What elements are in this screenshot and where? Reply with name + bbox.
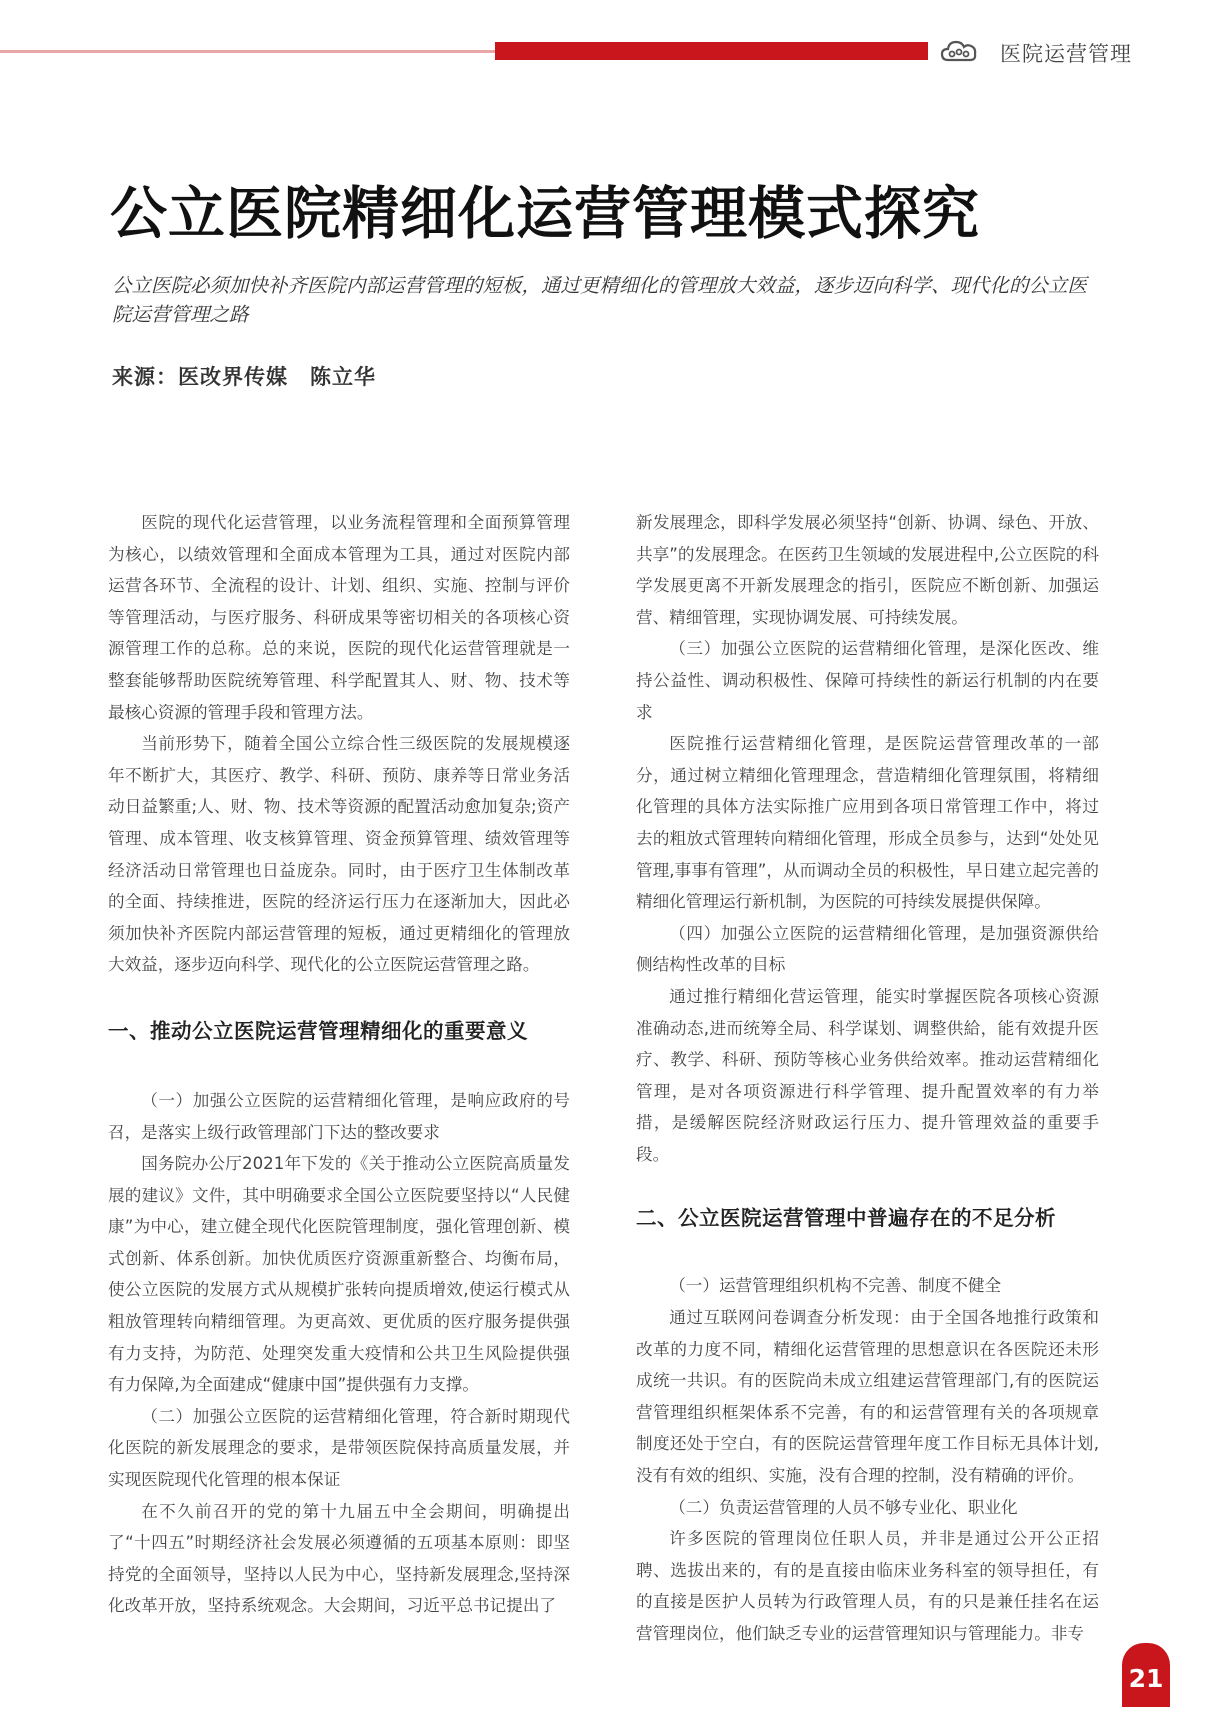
paragraph: 许多医院的管理岗位任职人员，并非是通过公开公正招聘、选拔出来的，有的是直接由临床业务科室的领导担任，有的直接是医护人员转为行政管理人员，有的只是兼任挂名在运营管理岗位，他们缺乏专业的运营管理知识与管理能力。非专 <box>636 1529 1099 1643</box>
section-name: 医院运营管理 <box>1000 42 1132 66</box>
subsection-heading: （四）加强公立医院的运营精细化管理，是加强资源供给侧结构性改革的目标 <box>636 923 1099 975</box>
paragraph: 通过互联网问卷调查分析发现：由于全国各地推行政策和改革的力度不同，精细化运营管理的思想意识在各医院还未形成统一共识。有的医院尚未成立组建运营管理部门,有的医院运营管理组织框架体系不完善，有的和运营管理有关的各项规章制度还处于空白，有的医院运营管理年度工作目标无具体计划,没有有效的组织、实施，没有合理的控制，没有精确的评价。 <box>636 1308 1099 1486</box>
section-heading: 一、推动公立医院运营管理精细化的重要意义 <box>108 1018 528 1043</box>
paragraph: 国务院办公厅2021年下发的《关于推动公立医院高质量发展的建议》文件，其中明确要求全国公立医院要坚持以“人民健康”为中心，建立健全现代化医院管理制度，强化管理创新、模式创新、体系创新。加快优质医疗资源重新整合、均衡布局，使公立医院的发展方式从规模扩张转向提质增效,使运行模式从粗放管理转向精细管理。为更高效、更优质的医疗服务提供强有力支持，为防范、处理突发重大疫情和公共卫生风险提供强有力保障,为全面建成“健康中国”提供强有力支撑。 <box>108 1154 570 1395</box>
subsection-heading: （二）加强公立医院的运营精细化管理，符合新时期现代化医院的新发展理念的要求，是带领医院保持高质量发展，并实现医院现代化管理的根本保证 <box>108 1406 570 1490</box>
subsection-heading: （二）负责运营管理的人员不够专业化、职业化 <box>669 1497 1018 1517</box>
left-column <box>108 507 570 1622</box>
paragraph: 新发展理念，即科学发展必须坚持“创新、协调、绿色、开放、共享”的发展理念。在医药卫生领域的发展进程中,公立医院的科学发展更离不开新发展理念的指引，医院应不断创新、加强运营、精细管理，实现协调发展、可持续发展。 <box>636 513 1099 627</box>
subsection-heading: （三）加强公立医院的运营精细化管理，是深化医改、维持公益性、调动积极性、保障可持续性的新运行机制的内在要求 <box>636 639 1099 722</box>
header-rule-thick <box>495 42 928 60</box>
paragraph: 通过推行精细化营运管理，能实时掌握医院各项核心资源准确动态,进而统筹全局、科学谋划、调整供給，能有效提升医疗、教学、科研、预防等核心业务供给效率。推动运营精细化管理，是对各项资源进行科学管理、提升配置效率的有力举措，是缓解医院经济财政运行压力、提升管理效益的重要手段。 <box>636 986 1099 1164</box>
article-title: 公立医院精细化运营管理模式探究 <box>110 181 980 247</box>
page-number: 21 <box>1122 1643 1170 1707</box>
right-column <box>636 507 1099 1650</box>
paragraph: 当前形势下，随着全国公立综合性三级医院的发展规模逐年不断扩大，其医疗、教学、科研、预防、康养等日常业务活动日益繁重;人、财、物、技术等资源的配置活动愈加复杂;资产管理、成本管理、收支核算管理、资金预算管理、绩效管理等经济活动日常管理也日益庞杂。同时，由于医疗卫生体制改革的全面、持续推进，医院的经济运行压力在逐渐加大，因此必须加快补齐医院内部运营管理的短板，通过更精细化的管理放大效益，逐步迈向科学、现代化的公立医院运营管理之路。 <box>108 734 570 975</box>
paragraph: 在不久前召开的党的第十九届五中全会期间，明确提出了“十四五”时期经济社会发展必须遵循的五项基本原则：即坚持党的全面领导，坚持以人民为中心，坚持新发展理念,坚持深化改革开放，坚持系统观念。大会期间，习近平总书记提出了 <box>108 1501 570 1616</box>
subsection-heading: （一）加强公立医院的运营精细化管理，是响应政府的号召，是落实上级行政管理部门下达的整改要求 <box>108 1090 570 1142</box>
paragraph: 医院推行运营精细化管理，是医院运营管理改革的一部分，通过树立精细化管理理念，营造精细化管理氛围，将精细化管理的具体方法实际推广应用到各项日常管理工作中，将过去的粗放式管理转向精细化管理，形成全员参与，达到“处处见管理,事事有管理”，从而调动全员的积极性，早日建立起完善的精细化管理运行新机制，为医院的可持续发展提供保障。 <box>636 734 1099 912</box>
header-rule-thin <box>0 50 495 53</box>
paragraph: 医院的现代化运营管理，以业务流程管理和全面预算管理为核心，以绩效管理和全面成本管理为工具，通过对医院内部运营各环节、全流程的设计、计划、组织、实施、控制与评价等管理活动，与医疗服务、科研成果等密切相关的各项核心资源管理工作的总称。总的来说，医院的现代化运营管理就是一整套能够帮助医院统筹管理、科学配置其人、财、物、技术等最核心资源的管理手段和管理方法。 <box>108 513 570 722</box>
cloud-icon <box>940 38 978 64</box>
article-subtitle: 公立医院必须加快补齐医院内部运营管理的短板，通过更精细化的管理放大效益，逐步迈向科学、现代化的公立医院运营管理之路 <box>112 274 1088 326</box>
article-source: 来源：医改界传媒 陈立华 <box>112 365 376 389</box>
section-heading: 二、公立医院运营管理中普遍存在的不足分析 <box>636 1206 1056 1231</box>
subsection-heading: （一）运营管理组织机构不完善、制度不健全 <box>669 1276 1002 1296</box>
